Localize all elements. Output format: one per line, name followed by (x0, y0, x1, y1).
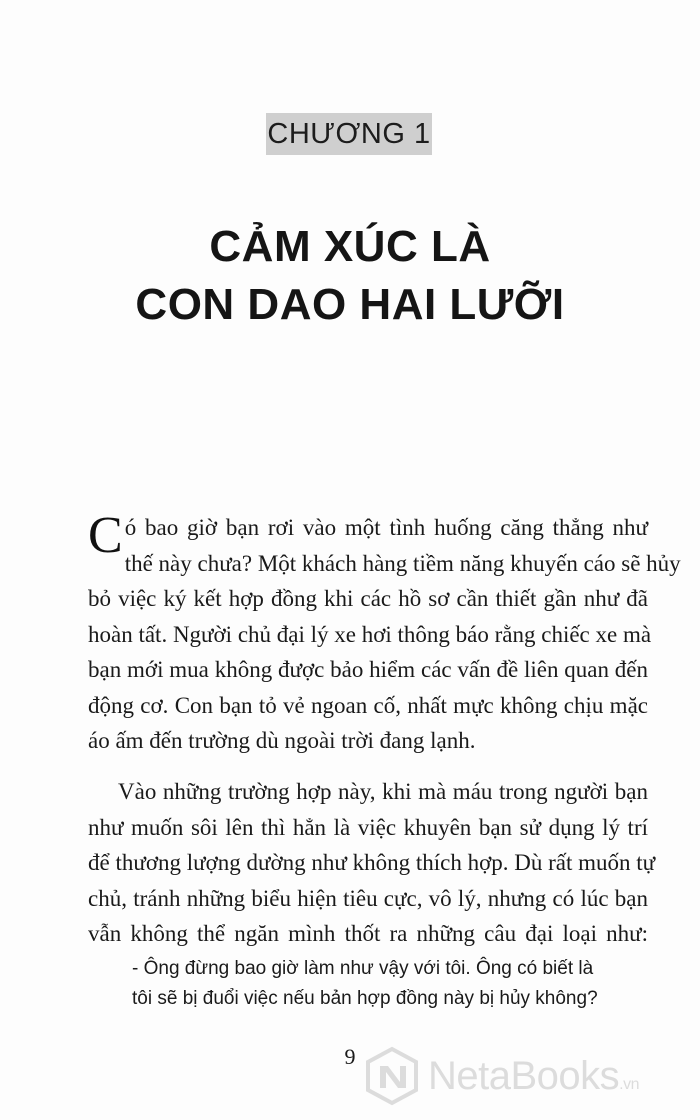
paragraph-1-line: áo ấm đến trường dù ngoài trời đang lạnh. (88, 728, 476, 753)
paragraph-1 (88, 507, 681, 759)
paragraph-2-line: chủ, tránh những biểu hiện tiêu cực, vô lý, nhưng có lúc bạn (88, 885, 648, 911)
drop-cap: C (88, 507, 123, 564)
netabooks-logo-icon (364, 1046, 420, 1106)
page-number: 9 (344, 1044, 356, 1069)
paragraph-1-line: thế này chưa? Một khách hàng tiềm năng khuyến cáo sẽ hủy (124, 550, 681, 576)
watermark-suffix: .vn (619, 1075, 640, 1093)
quote-line-1: - Ông đừng bao giờ làm như vậy với tôi. Ông có biết là (132, 958, 594, 979)
chapter-label: CHƯƠNG 1 (266, 113, 432, 155)
paragraph-1-line: bạn mới mua không được bảo hiểm các vấn đề liên quan đến (88, 657, 648, 682)
paragraph-1-line: động cơ. Con bạn tỏ vẻ ngoan cố, nhất mực không chịu mặc (88, 692, 648, 718)
paragraph-2-line: như muốn sôi lên thì hẳn là việc khuyên bạn sử dụng lý trí (88, 814, 648, 840)
dialogue-quote (132, 954, 622, 1014)
chapter-title-line-2: CON DAO HAI LƯỠI (135, 280, 565, 329)
paragraph-2-line: Vào những trường hợp này, khi mà máu trong người bạn (118, 779, 648, 804)
watermark-text: NetaBooks.vn (428, 1053, 640, 1098)
paragraph-2-line: vẫn không thể ngăn mình thốt ra những câu đại loại như: (88, 921, 648, 946)
paragraph-1-line: ó bao giờ bạn rơi vào một tình huống căng thẳng như (124, 515, 648, 540)
quote-line-2: tôi sẽ bị đuổi việc nếu bản hợp đồng này bị hủy không? (132, 988, 598, 1009)
paragraph-2 (88, 774, 656, 952)
paragraph-1-line: hoàn tất. Người chủ đại lý xe hơi thông báo rằng chiếc xe mà (88, 621, 652, 647)
chapter-title-line-1: CẢM XÚC LÀ (209, 222, 491, 271)
chapter-title (60, 218, 640, 334)
paragraph-1-line: bỏ việc ký kết hợp đồng khi các hồ sơ cần thiết gần như đã (88, 586, 648, 611)
watermark (364, 1046, 694, 1106)
paragraph-2-line: để thương lượng dường như không thích hợp. Dù rất muốn tự (88, 850, 656, 875)
